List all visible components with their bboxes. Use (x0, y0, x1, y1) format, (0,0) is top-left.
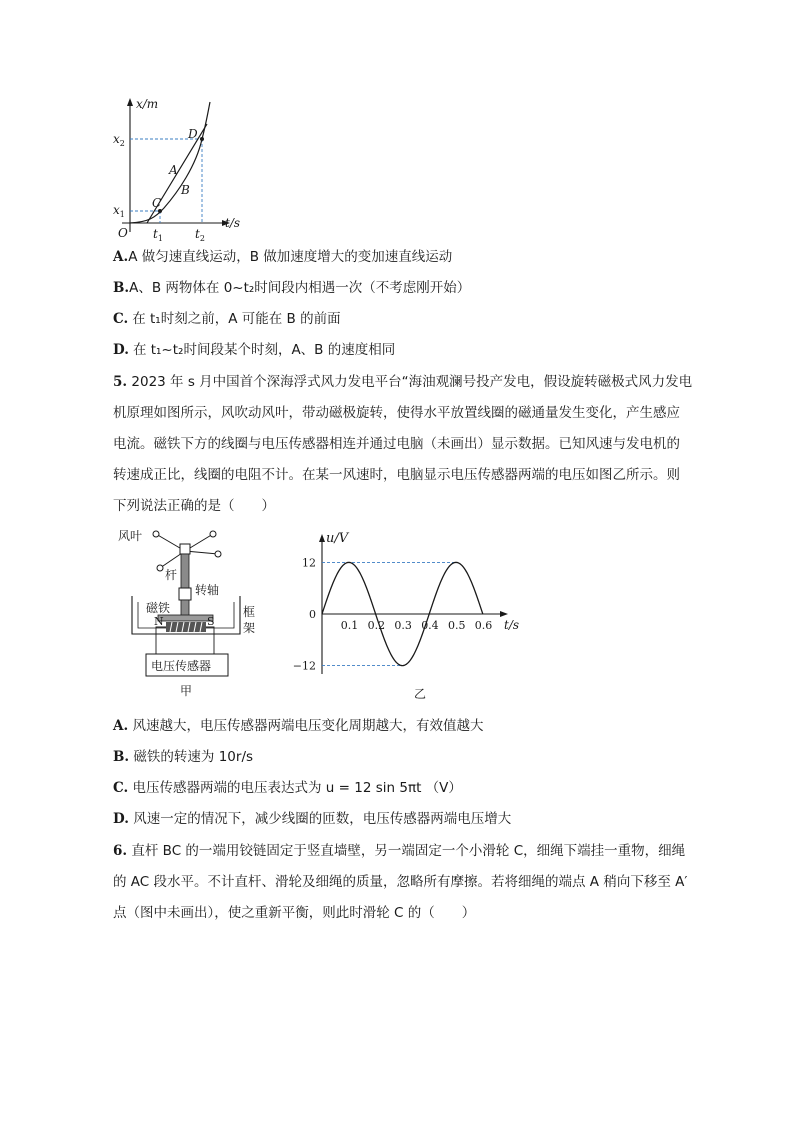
figure-jia-caption: 甲 (180, 684, 193, 698)
rod-label: 杆 (165, 568, 178, 582)
q5-line-3: 电流。磁铁下方的线圈与电压传感器相连并通过电脑（未画出）显示数据。已知风速与发电机的 (113, 436, 680, 452)
q4-option-c: C. 在 t₁时刻之前，A 可能在 B 的前面 (113, 311, 341, 327)
magnet-label: 磁铁 (146, 601, 171, 615)
shaft-block (179, 588, 191, 600)
chart-x-tick-0.1: 0.1 (340, 619, 359, 632)
shaft-label: 转轴 (195, 583, 220, 597)
q4-option-d: D. 在 t₁~t₂时间段某个时刻，A、B 的速度相同 (113, 342, 396, 358)
lower-rod (181, 600, 189, 616)
chart-x-tick-0.6: 0.6 (474, 619, 493, 632)
t2-label: $t_2$ (195, 227, 205, 243)
x1-label: $x_1$ (113, 203, 125, 219)
s-pole-label: S (207, 615, 215, 628)
chart-x-tick-0.4: 0.4 (421, 619, 439, 632)
chart-caption: 乙 (414, 687, 427, 701)
fan-blade-4 (157, 565, 163, 571)
q6-line-3: 点（图中未画出），使之重新平衡，则此时滑轮 C 的（ ） (113, 905, 476, 921)
fan-blade-3 (215, 551, 221, 557)
chart-y-tick-0: 12 (302, 556, 316, 570)
xt-graph (108, 94, 258, 244)
q6-line-1: 6. 直杆 BC 的一端用铰链固定于竖直墙壁，另一端固定一个小滑轮 C，细绳下端挂一重物，细绳 (113, 843, 686, 859)
frame-label-1: 框 (243, 605, 256, 619)
q5-option-c: C. 电压传感器两端的电压表达式为 u = 12 sin 5πt （V） (113, 780, 462, 796)
chart-y-tick-2: −12 (292, 659, 316, 673)
q4-option-a: A.A 做匀速直线运动，B 做加速度增大的变加速直线运动 (113, 249, 453, 265)
q5-line-4: 转速成正比，线圈的电阻不计。在某一风速时，电脑显示电压传感器两端的电压如图乙所示。则 (113, 467, 680, 483)
fan-blade-2 (210, 531, 216, 537)
q5-option-d: D. 风速一定的情况下，减少线圈的匝数，电压传感器两端电压增大 (113, 811, 512, 827)
chart-y-axis-arrow (319, 534, 325, 542)
chart-y-tick-1: 0 (309, 608, 316, 621)
rod (181, 554, 189, 590)
q6-line-2: 的 AC 段水平。不计直杆、滑轮及细绳的质量，忽略所有摩擦。若将细绳的端点 A 稍向下移至 A′ (113, 874, 688, 890)
y-axis-label: x/m (136, 97, 159, 111)
fan-hub (180, 544, 190, 554)
point-c-label: C (152, 196, 162, 210)
x2-label: $x_2$ (113, 132, 125, 148)
chart-ylabel: u/V (326, 531, 349, 546)
origin-label: O (118, 226, 128, 240)
wire-left (156, 627, 166, 654)
fan-label: 风叶 (118, 529, 143, 543)
chart-xlabel: t/s (504, 618, 520, 632)
chart-x-axis-arrow (500, 611, 508, 617)
chart-x-tick-0.3: 0.3 (394, 619, 412, 632)
q5-line-5: 下列说法正确的是（ ） (113, 498, 275, 514)
q5-line-2: 机原理如图所示，风吹动风叶，带动磁极旋转，使得水平放置线圈的磁通量发生变化，产生感应 (113, 405, 680, 421)
x-axis-label: t/s (225, 216, 241, 230)
chart-x-tick-0.5: 0.5 (448, 619, 466, 632)
q5-option-a: A. 风速越大，电压传感器两端电压变化周期越大，有效值越大 (113, 718, 484, 734)
point-d-dot (200, 137, 204, 141)
q4-option-b: B.A、B 两物体在 0~t₂时间段内相遇一次（不考虑刚开始） (113, 280, 471, 296)
generator-figure (118, 526, 268, 698)
y-axis-arrow (127, 98, 133, 106)
wire-right (206, 627, 214, 654)
q5-option-b: B. 磁铁的转速为 10r/s (113, 749, 254, 765)
voltage-chart (292, 530, 526, 702)
frame-label-2: 架 (243, 621, 256, 635)
q5-line-1: 5. 2023 年 s 月中国首个深海浮式风力发电平台“海油观澜号投产发电，假设旋转磁极式风力发电 (113, 374, 693, 390)
magnet-bar (158, 615, 213, 621)
chart-x-tick-0.2: 0.2 (367, 619, 386, 632)
fan-blade-1 (153, 531, 159, 537)
sensor-label: 电压传感器 (151, 659, 212, 673)
curve-a-label: A (169, 163, 178, 177)
n-pole-label: N (154, 615, 164, 628)
curve-b-label: B (181, 183, 190, 197)
t1-label: $t_1$ (153, 227, 163, 243)
point-d-label: D (188, 127, 198, 141)
